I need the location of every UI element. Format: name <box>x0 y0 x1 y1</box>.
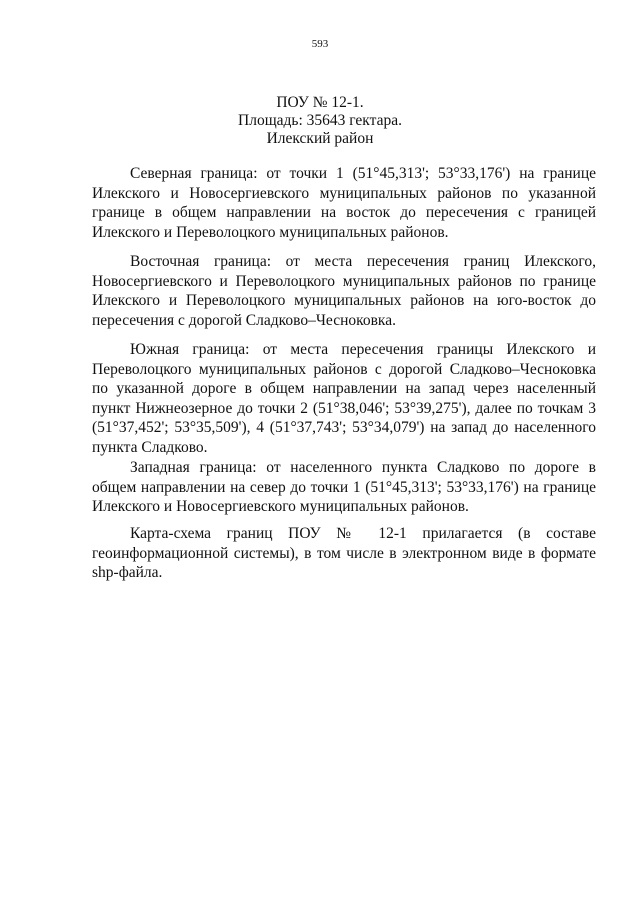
district-line: Илекский район <box>266 130 374 147</box>
map-note-paragraph: Карта-схема границ ПОУ № 12-1 прилагается (в составе геоинформационной системы), в том числе в электронном виде в формате shp-файла. <box>92 525 596 581</box>
document-header <box>0 94 640 148</box>
east-border-paragraph: Восточная граница: от места пересечения границ Илекского, Новосергиевского и Переволоцкого муниципальных районов по границе Илекского и Переволоцкого муниципальных районов на юго-восток до пересечения с дорогой Сладково–Чесноковка. <box>92 253 596 329</box>
area-line: Площадь: 35643 гектара. <box>238 112 402 129</box>
page-number: 593 <box>311 38 329 50</box>
west-border-paragraph: Западная граница: от населенного пункта Сладково по дороге в общем направлении на север до точки 1 (51°45,313'; 53°33,176') на границе Илекского и Новосергиевского муниципальных районов. <box>92 459 596 515</box>
south-border-paragraph: Южная граница: от места пересечения границы Илекского и Переволоцкого муниципальных районов с дорогой Сладково–Чесноковка по указанной дороге в общем направлении на запад через населенный пункт Нижнеозерное до точки 2 (51°38,046'; 53°39,275'), далее по точкам 3 (51°37,452'; 53°35,509'), 4 (51°37,743'; 53°34,079') на запад до населенного пункта Сладково. <box>92 341 596 456</box>
north-border-paragraph: Северная граница: от точки 1 (51°45,313'; 53°33,176') на границе Илекского и Новосергиевского муниципальных районов по указанной границе в общем направлении на восток до пересечения с границей Илекского и Переволоцкого муниципальных районов. <box>92 165 596 241</box>
section-title: ПОУ № 12-1. <box>276 94 364 111</box>
